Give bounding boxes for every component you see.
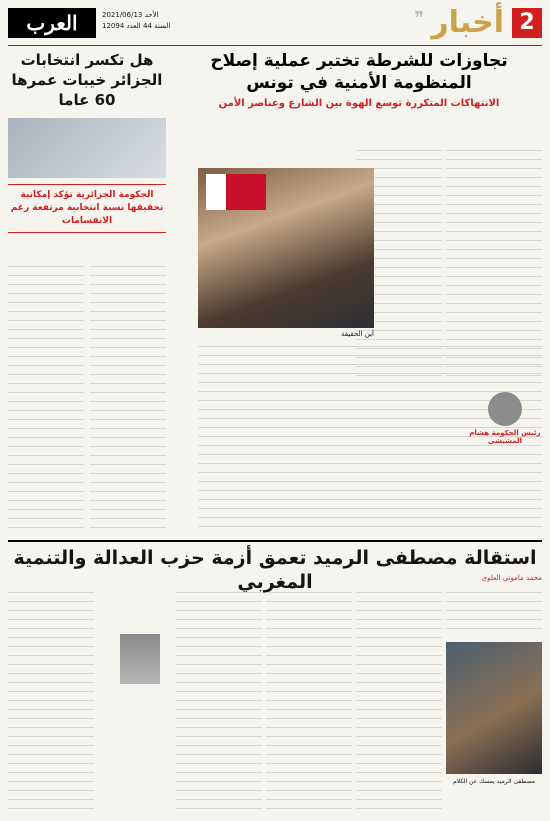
- text-line: [198, 338, 374, 347]
- text-line: [356, 800, 442, 809]
- side-photo: [8, 118, 166, 178]
- second-photo-caption: مصطفى الرميد يمسك عن الكلام: [453, 778, 535, 785]
- text-line: [198, 410, 374, 419]
- text-line: [266, 656, 352, 665]
- text-line: [198, 383, 374, 392]
- text-line: [90, 267, 166, 276]
- text-line: [356, 620, 442, 629]
- text-line: [446, 151, 542, 160]
- text-line: [356, 791, 442, 800]
- text-line: [176, 665, 262, 674]
- text-line: [266, 683, 352, 692]
- text-line: [362, 509, 542, 518]
- text-line: [198, 464, 374, 473]
- text-line: [356, 764, 442, 773]
- text-line: [266, 701, 352, 710]
- text-line: [362, 491, 542, 500]
- text-line: [8, 312, 84, 321]
- text-line: [8, 465, 84, 474]
- text-line: [176, 719, 262, 728]
- text-line: [198, 473, 374, 482]
- text-line: [8, 501, 84, 510]
- text-line: [176, 638, 262, 647]
- text-line: [446, 268, 542, 277]
- text-line: [8, 638, 94, 647]
- text-line: [266, 602, 352, 611]
- section-number: 2: [512, 8, 542, 38]
- text-line: [8, 519, 84, 528]
- flag-icon: [206, 174, 266, 210]
- text-line: [362, 473, 542, 482]
- text-line: [8, 366, 84, 375]
- text-line: [446, 250, 542, 259]
- text-line: [266, 791, 352, 800]
- text-line: [8, 348, 84, 357]
- text-line: [176, 647, 262, 656]
- text-line: [8, 492, 84, 501]
- text-line: [90, 429, 166, 438]
- text-line: [266, 800, 352, 809]
- text-line: [8, 764, 94, 773]
- text-line: [266, 728, 352, 737]
- section-divider: [8, 540, 542, 542]
- opinion-portrait: [120, 634, 160, 684]
- text-line: [176, 710, 262, 719]
- text-line: [90, 276, 166, 285]
- text-line: [90, 348, 166, 357]
- writer-card: [468, 392, 542, 445]
- text-line: [90, 411, 166, 420]
- side-column-right: [90, 258, 166, 528]
- text-line: [8, 593, 94, 602]
- text-line: [8, 294, 84, 303]
- text-line: [198, 491, 374, 500]
- text-line: [8, 510, 84, 519]
- text-line: [198, 500, 374, 509]
- text-line: [362, 356, 542, 365]
- text-line: [266, 710, 352, 719]
- text-line: [8, 420, 84, 429]
- text-line: [8, 267, 84, 276]
- text-line: [8, 755, 94, 764]
- text-line: [446, 593, 542, 602]
- text-line: [266, 719, 352, 728]
- main-headline-block: [176, 50, 542, 109]
- text-line: [8, 276, 84, 285]
- text-line: [356, 746, 442, 755]
- text-line: [90, 366, 166, 375]
- text-line: [198, 455, 374, 464]
- text-line: [198, 518, 374, 527]
- second-photo: [446, 642, 542, 774]
- text-line: [176, 683, 262, 692]
- text-line: [266, 647, 352, 656]
- text-line: [266, 638, 352, 647]
- text-line: [198, 374, 374, 383]
- text-line: [356, 683, 442, 692]
- text-line: [176, 800, 262, 809]
- text-line: [90, 519, 166, 528]
- text-line: [446, 187, 542, 196]
- text-line: [266, 665, 352, 674]
- text-line: [176, 620, 262, 629]
- text-line: [8, 665, 94, 674]
- text-line: [90, 456, 166, 465]
- text-line: [446, 295, 542, 304]
- text-line: [90, 303, 166, 312]
- text-line: [356, 151, 442, 160]
- text-line: [176, 755, 262, 764]
- text-line: [362, 464, 542, 473]
- text-line: [266, 737, 352, 746]
- text-line: [90, 465, 166, 474]
- text-line: [362, 518, 542, 527]
- text-line: [198, 428, 374, 437]
- text-line: [446, 178, 542, 187]
- text-line: [198, 509, 374, 518]
- text-line: [8, 710, 94, 719]
- text-line: [198, 401, 374, 410]
- text-line: [90, 420, 166, 429]
- main-photo-caption: أين الحقيقة: [341, 330, 374, 338]
- text-line: [356, 719, 442, 728]
- text-line: [90, 510, 166, 519]
- text-line: [266, 782, 352, 791]
- text-line: [90, 438, 166, 447]
- text-line: [8, 429, 84, 438]
- text-line: [446, 277, 542, 286]
- text-line: [362, 500, 542, 509]
- text-line: [198, 365, 374, 374]
- text-line: [446, 584, 542, 593]
- text-line: [198, 446, 374, 455]
- text-line: [8, 393, 84, 402]
- text-line: [90, 483, 166, 492]
- writer-photo: [488, 392, 522, 426]
- quote-icon: ❞: [414, 8, 424, 29]
- text-line: [266, 629, 352, 638]
- text-line: [8, 683, 94, 692]
- page-header: [8, 6, 542, 46]
- text-line: [362, 455, 542, 464]
- text-line: [8, 728, 94, 737]
- text-line: [90, 447, 166, 456]
- text-line: [176, 674, 262, 683]
- text-line: [266, 593, 352, 602]
- main-subtitle: الانتهاكات المتكررة توسع الهوة بين الشارع وعناصر الأمن: [218, 98, 500, 109]
- text-line: [8, 701, 94, 710]
- text-line: [356, 665, 442, 674]
- side-title: هل تكسر انتخابات الجزائر خيبات عمرها 60 عاما: [11, 51, 163, 109]
- main-column-lower-left: [198, 338, 374, 528]
- text-line: [266, 620, 352, 629]
- second-title: استقالة مصطفى الرميد تعمق أزمة حزب العدالة والتنمية المغربي: [13, 547, 537, 593]
- text-line: [176, 737, 262, 746]
- text-line: [8, 620, 94, 629]
- text-line: [8, 773, 94, 782]
- text-line: [8, 584, 94, 593]
- text-line: [198, 356, 374, 365]
- text-line: [90, 330, 166, 339]
- text-line: [8, 402, 84, 411]
- text-line: [362, 347, 542, 356]
- text-line: [8, 321, 84, 330]
- text-line: [8, 357, 84, 366]
- text-line: [90, 258, 166, 267]
- text-line: [90, 375, 166, 384]
- text-line: [8, 456, 84, 465]
- text-line: [356, 710, 442, 719]
- text-line: [8, 782, 94, 791]
- main-photo: [198, 168, 374, 328]
- side-story: [8, 50, 166, 233]
- text-line: [446, 205, 542, 214]
- text-line: [8, 647, 94, 656]
- text-line: [356, 647, 442, 656]
- second-column-2: [266, 584, 352, 810]
- text-line: [446, 223, 542, 232]
- text-line: [446, 160, 542, 169]
- text-line: [446, 232, 542, 241]
- text-line: [90, 294, 166, 303]
- text-line: [446, 169, 542, 178]
- second-byline: محمد ماموني العلوي: [481, 574, 542, 582]
- text-line: [90, 285, 166, 294]
- text-line: [362, 374, 542, 383]
- text-line: [356, 782, 442, 791]
- text-line: [446, 313, 542, 322]
- text-line: [8, 330, 84, 339]
- text-line: [176, 746, 262, 755]
- text-line: [176, 584, 262, 593]
- second-column-intro: [446, 584, 542, 636]
- text-line: [8, 411, 84, 420]
- text-line: [90, 384, 166, 393]
- text-line: [266, 692, 352, 701]
- text-line: [362, 482, 542, 491]
- text-line: [356, 611, 442, 620]
- text-line: [8, 447, 84, 456]
- text-line: [266, 674, 352, 683]
- text-line: [356, 142, 442, 151]
- text-line: [446, 620, 542, 629]
- text-line: [446, 611, 542, 620]
- text-line: [90, 474, 166, 483]
- second-column-4: [8, 584, 94, 810]
- text-line: [266, 755, 352, 764]
- text-line: [198, 392, 374, 401]
- text-line: [90, 501, 166, 510]
- text-line: [8, 746, 94, 755]
- text-line: [176, 728, 262, 737]
- text-line: [356, 692, 442, 701]
- text-line: [8, 258, 84, 267]
- text-line: [362, 338, 542, 347]
- text-line: [90, 402, 166, 411]
- text-line: [8, 692, 94, 701]
- publication-meta: [102, 10, 170, 32]
- text-line: [90, 321, 166, 330]
- text-line: [356, 728, 442, 737]
- text-line: [446, 602, 542, 611]
- text-line: [266, 584, 352, 593]
- text-line: [176, 773, 262, 782]
- text-line: [8, 384, 84, 393]
- text-line: [356, 773, 442, 782]
- text-line: [176, 602, 262, 611]
- text-line: [446, 142, 542, 151]
- text-line: [266, 764, 352, 773]
- text-line: [356, 629, 442, 638]
- text-line: [446, 259, 542, 268]
- text-line: [362, 383, 542, 392]
- text-line: [356, 656, 442, 665]
- text-line: [176, 593, 262, 602]
- section-name: أخبار: [431, 5, 504, 40]
- text-line: [90, 492, 166, 501]
- text-line: [362, 365, 542, 374]
- text-line: [446, 196, 542, 205]
- date-line: الأحد 2021/06/13: [102, 11, 159, 19]
- text-line: [8, 303, 84, 312]
- text-line: [8, 629, 94, 638]
- text-line: [356, 638, 442, 647]
- text-line: [198, 482, 374, 491]
- text-line: [176, 701, 262, 710]
- text-line: [362, 446, 542, 455]
- text-line: [8, 656, 94, 665]
- text-line: [8, 602, 94, 611]
- text-line: [90, 357, 166, 366]
- text-line: [8, 438, 84, 447]
- text-line: [8, 674, 94, 683]
- text-line: [8, 339, 84, 348]
- text-line: [176, 629, 262, 638]
- text-line: [446, 322, 542, 331]
- text-line: [8, 791, 94, 800]
- text-line: [446, 286, 542, 295]
- text-line: [356, 602, 442, 611]
- text-line: [198, 437, 374, 446]
- text-line: [356, 584, 442, 593]
- text-line: [356, 737, 442, 746]
- text-line: [356, 674, 442, 683]
- text-line: [90, 312, 166, 321]
- side-column-left: [8, 258, 84, 528]
- text-line: [90, 339, 166, 348]
- text-line: [356, 593, 442, 602]
- text-line: [176, 764, 262, 773]
- pull-quote: الحكومة الجزائرية تؤكد إمكانية تحقيقها نسبة انتخابية مرتفعة رغم الانقسامات: [8, 184, 166, 233]
- text-line: [446, 304, 542, 313]
- text-line: [356, 701, 442, 710]
- text-line: [8, 800, 94, 809]
- text-line: [198, 419, 374, 428]
- newspaper-logo: العرب: [8, 8, 96, 38]
- text-line: [8, 285, 84, 294]
- main-title: تجاوزات للشرطة تختبر عملية إصلاح المنظومة الأمنية في تونس: [210, 51, 508, 93]
- text-line: [266, 746, 352, 755]
- text-line: [176, 692, 262, 701]
- text-line: [176, 791, 262, 800]
- text-line: [176, 782, 262, 791]
- second-column-1: [356, 584, 442, 810]
- text-line: [198, 347, 374, 356]
- text-line: [176, 656, 262, 665]
- text-line: [90, 393, 166, 402]
- text-line: [8, 611, 94, 620]
- issue-line: السنة 44 العدد 12094: [102, 22, 171, 30]
- text-line: [266, 773, 352, 782]
- text-line: [8, 719, 94, 728]
- text-line: [8, 474, 84, 483]
- text-line: [8, 375, 84, 384]
- text-line: [8, 483, 84, 492]
- text-line: [446, 214, 542, 223]
- text-line: [266, 611, 352, 620]
- text-line: [8, 737, 94, 746]
- second-column-3: [176, 584, 262, 810]
- text-line: [176, 611, 262, 620]
- text-line: [446, 241, 542, 250]
- text-line: [356, 755, 442, 764]
- writer-name: رئيس الحكومة هشام المشيشي: [469, 429, 541, 445]
